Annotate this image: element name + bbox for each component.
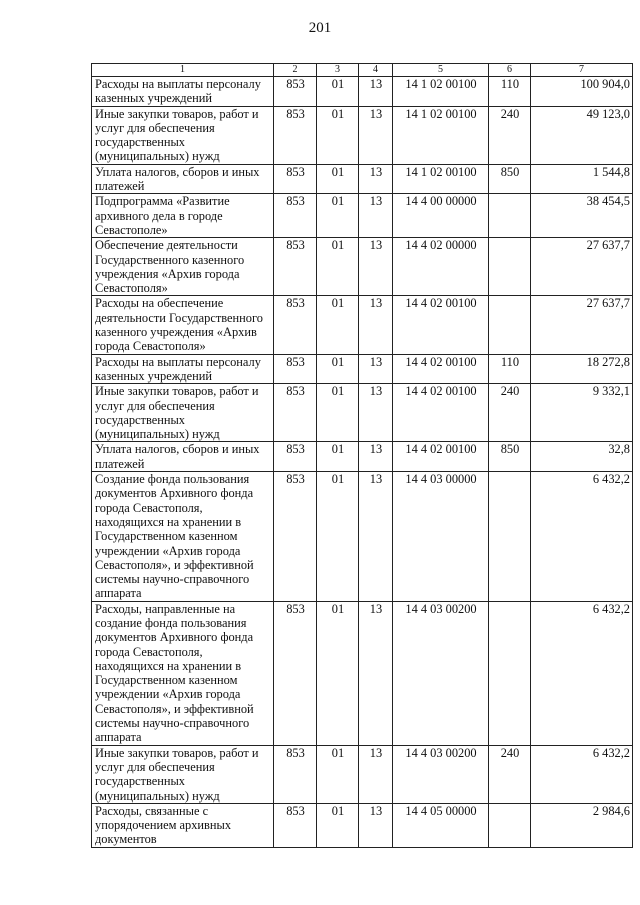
amount-cell: 27 637,7	[531, 296, 633, 354]
header-cell: 4	[359, 64, 393, 77]
target-article-cell: 14 4 03 00000	[393, 472, 489, 602]
target-article-cell: 14 4 00 00000	[393, 194, 489, 238]
amount-cell: 6 432,2	[531, 745, 633, 803]
page-number: 201	[308, 20, 332, 36]
header-cell: 5	[393, 64, 489, 77]
amount-cell: 6 432,2	[531, 601, 633, 745]
target-article-cell: 14 1 02 00100	[393, 164, 489, 194]
budget-table	[91, 63, 633, 848]
target-article-cell: 14 4 05 00000	[393, 803, 489, 847]
header-cell: 6	[489, 64, 531, 77]
row-name-cell: Расходы, связанные с упорядочением архивных документов	[92, 803, 274, 847]
target-article-cell: 14 4 02 00100	[393, 384, 489, 442]
expense-type-cell: 110	[489, 354, 531, 384]
target-article-cell: 14 4 02 00000	[393, 238, 489, 296]
row-name-cell: Подпрограмма «Развитие архивного дела в городе Севастополе»	[92, 194, 274, 238]
row-name-cell: Расходы, направленные на создание фонда пользования документов Архивного фонда города Севастополя, находящихся на хранении в Государственном казенном учреждении «Архив города Севастополя», и эффективной системы научно-справочного аппарата	[92, 601, 274, 745]
amount-cell: 6 432,2	[531, 472, 633, 602]
section-code-cell: 01	[317, 803, 359, 847]
department-code-cell: 853	[274, 296, 317, 354]
amount-cell: 2 984,6	[531, 803, 633, 847]
department-code-cell: 853	[274, 354, 317, 384]
header-cell: 2	[274, 64, 317, 77]
subsection-code-cell: 13	[359, 472, 393, 602]
expense-type-cell: 850	[489, 164, 531, 194]
department-code-cell: 853	[274, 194, 317, 238]
section-code-cell: 01	[317, 442, 359, 472]
table-row	[92, 442, 633, 472]
section-code-cell: 01	[317, 106, 359, 164]
amount-cell: 9 332,1	[531, 384, 633, 442]
row-name-cell: Иные закупки товаров, работ и услуг для обеспечения государственных (муниципальных) нужд	[92, 384, 274, 442]
amount-cell: 1 544,8	[531, 164, 633, 194]
subsection-code-cell: 13	[359, 442, 393, 472]
row-name-cell: Расходы на выплаты персоналу казенных учреждений	[92, 354, 274, 384]
row-name-cell: Иные закупки товаров, работ и услуг для обеспечения государственных (муниципальных) нужд	[92, 106, 274, 164]
amount-cell: 27 637,7	[531, 238, 633, 296]
expense-type-cell: 240	[489, 384, 531, 442]
amount-cell: 18 272,8	[531, 354, 633, 384]
row-name-cell: Уплата налогов, сборов и иных платежей	[92, 442, 274, 472]
expense-type-cell	[489, 296, 531, 354]
table-row	[92, 164, 633, 194]
department-code-cell: 853	[274, 601, 317, 745]
amount-cell: 100 904,0	[531, 77, 633, 107]
expense-type-cell	[489, 803, 531, 847]
expense-type-cell	[489, 601, 531, 745]
target-article-cell: 14 4 02 00100	[393, 354, 489, 384]
section-code-cell: 01	[317, 194, 359, 238]
row-name-cell: Расходы на обеспечение деятельности Государственного казенного учреждения «Архив города Севастополя»	[92, 296, 274, 354]
table-row	[92, 384, 633, 442]
department-code-cell: 853	[274, 77, 317, 107]
target-article-cell: 14 4 03 00200	[393, 601, 489, 745]
row-name-cell: Обеспечение деятельности Государственного казенного учреждения «Архив города Севастополя»	[92, 238, 274, 296]
target-article-cell: 14 4 02 00100	[393, 296, 489, 354]
section-code-cell: 01	[317, 77, 359, 107]
table-row	[92, 296, 633, 354]
table-row	[92, 106, 633, 164]
target-article-cell: 14 1 02 00100	[393, 106, 489, 164]
amount-cell: 38 454,5	[531, 194, 633, 238]
row-name-cell: Создание фонда пользования документов Архивного фонда города Севастополя, находящихся на хранении в Государственном казенном учреждении «Архив города Севастополя», и эффективной системы научно-справочного аппарата	[92, 472, 274, 602]
expense-type-cell	[489, 194, 531, 238]
table-row	[92, 472, 633, 602]
subsection-code-cell: 13	[359, 745, 393, 803]
table-row	[92, 745, 633, 803]
row-name-cell: Иные закупки товаров, работ и услуг для обеспечения государственных (муниципальных) нужд	[92, 745, 274, 803]
department-code-cell: 853	[274, 384, 317, 442]
target-article-cell: 14 4 02 00100	[393, 442, 489, 472]
header-cell: 3	[317, 64, 359, 77]
subsection-code-cell: 13	[359, 238, 393, 296]
amount-cell: 49 123,0	[531, 106, 633, 164]
target-article-cell: 14 4 03 00200	[393, 745, 489, 803]
header-cell: 1	[92, 64, 274, 77]
subsection-code-cell: 13	[359, 77, 393, 107]
table-header-row	[92, 64, 633, 77]
section-code-cell: 01	[317, 472, 359, 602]
target-article-cell: 14 1 02 00100	[393, 77, 489, 107]
subsection-code-cell: 13	[359, 106, 393, 164]
table-row	[92, 238, 633, 296]
subsection-code-cell: 13	[359, 384, 393, 442]
subsection-code-cell: 13	[359, 803, 393, 847]
section-code-cell: 01	[317, 164, 359, 194]
section-code-cell: 01	[317, 384, 359, 442]
section-code-cell: 01	[317, 745, 359, 803]
section-code-cell: 01	[317, 354, 359, 384]
expense-type-cell: 850	[489, 442, 531, 472]
table-row	[92, 803, 633, 847]
table-body	[92, 77, 633, 848]
table-row	[92, 601, 633, 745]
department-code-cell: 853	[274, 745, 317, 803]
subsection-code-cell: 13	[359, 354, 393, 384]
table-row	[92, 194, 633, 238]
department-code-cell: 853	[274, 803, 317, 847]
header-cell: 7	[531, 64, 633, 77]
section-code-cell: 01	[317, 296, 359, 354]
expense-type-cell	[489, 238, 531, 296]
row-name-cell: Расходы на выплаты персоналу казенных учреждений	[92, 77, 274, 107]
table-row	[92, 354, 633, 384]
department-code-cell: 853	[274, 106, 317, 164]
expense-type-cell: 110	[489, 77, 531, 107]
amount-cell: 32,8	[531, 442, 633, 472]
expense-type-cell: 240	[489, 106, 531, 164]
department-code-cell: 853	[274, 238, 317, 296]
department-code-cell: 853	[274, 442, 317, 472]
section-code-cell: 01	[317, 601, 359, 745]
department-code-cell: 853	[274, 164, 317, 194]
row-name-cell: Уплата налогов, сборов и иных платежей	[92, 164, 274, 194]
department-code-cell: 853	[274, 472, 317, 602]
table-row	[92, 77, 633, 107]
subsection-code-cell: 13	[359, 164, 393, 194]
expense-type-cell	[489, 472, 531, 602]
expense-type-cell: 240	[489, 745, 531, 803]
subsection-code-cell: 13	[359, 601, 393, 745]
subsection-code-cell: 13	[359, 194, 393, 238]
section-code-cell: 01	[317, 238, 359, 296]
subsection-code-cell: 13	[359, 296, 393, 354]
